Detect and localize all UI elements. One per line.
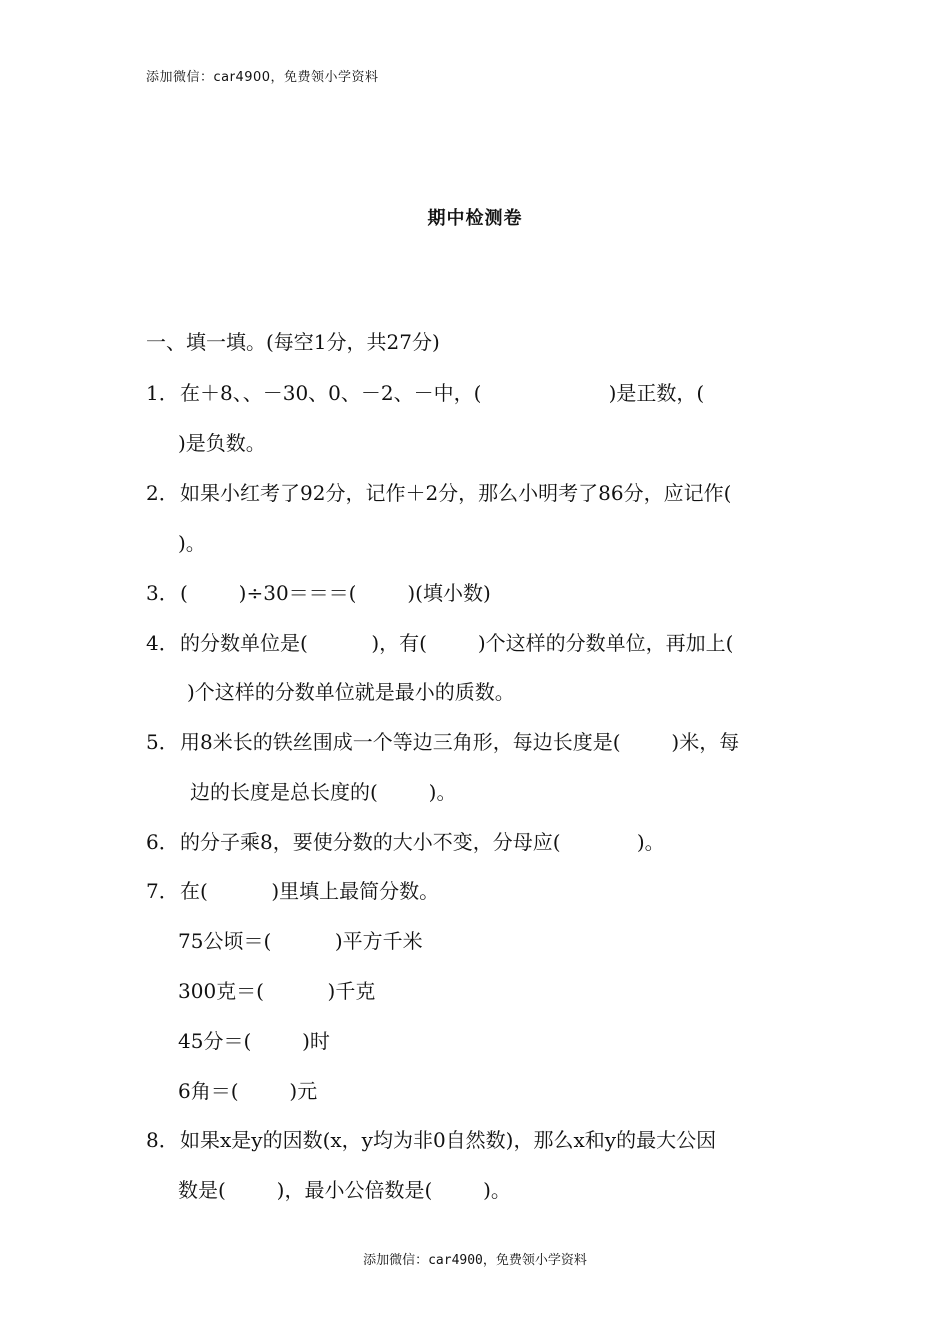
question-4-continued: )个这样的分数单位就是最小的质数。 [187,680,515,704]
question-5 [146,730,739,754]
watermark-header: 添加微信：car4900，免费领小学资料 [146,70,379,85]
question-2-continued: )。 [178,531,206,555]
question-8-continued: 数是( )，最小公倍数是( )。 [178,1178,511,1202]
question-3 [146,581,491,605]
question-text: 在＋8、、－30、0、－2、－中，( )是正数，( [180,381,705,405]
question-7-item: 75公顷＝( )平方千米 [178,929,423,953]
question-number: 3． [146,581,179,605]
question-number: 2． [146,481,179,505]
page-title: 期中检测卷 [427,208,523,229]
question-number: 4． [146,631,179,655]
question-text: ( )÷30＝＝＝( )(填小数) [180,581,491,605]
question-text: 的分子乘8，要使分数的大小不变，分母应( )。 [180,830,665,854]
question-text: 如果小红考了92分，记作＋2分，那么小明考了86分，应记作( [180,481,732,505]
question-7 [146,879,439,903]
section-heading: 一、填一填。(每空1分，共27分) [146,330,440,354]
question-7-item: 300克＝( )千克 [178,979,376,1003]
question-number: 5． [146,730,179,754]
question-5-continued: 边的长度是总长度的( )。 [190,780,457,804]
question-8 [146,1128,716,1152]
watermark-footer: 添加微信：car4900，免费领小学资料 [363,1253,587,1268]
question-number: 1． [146,381,179,405]
question-7-item: 6角＝( )元 [178,1079,318,1103]
question-number: 8． [146,1128,179,1152]
question-text: 的分数单位是( )，有( )个这样的分数单位，再加上( [180,631,734,655]
question-text: 如果x是y的因数(x，y均为非0自然数)，那么x和y的最大公因 [180,1128,717,1152]
question-6 [146,830,665,854]
question-number: 6． [146,830,179,854]
question-text: 用8米长的铁丝围成一个等边三角形，每边长度是( )米，每 [180,730,740,754]
question-text: 在( )里填上最简分数。 [180,879,440,903]
question-number: 7． [146,879,179,903]
question-1-continued: )是负数。 [178,431,266,455]
question-7-item: 45分＝( )时 [178,1029,330,1053]
question-2 [146,481,731,505]
question-4 [146,631,733,655]
question-1 [146,381,704,405]
